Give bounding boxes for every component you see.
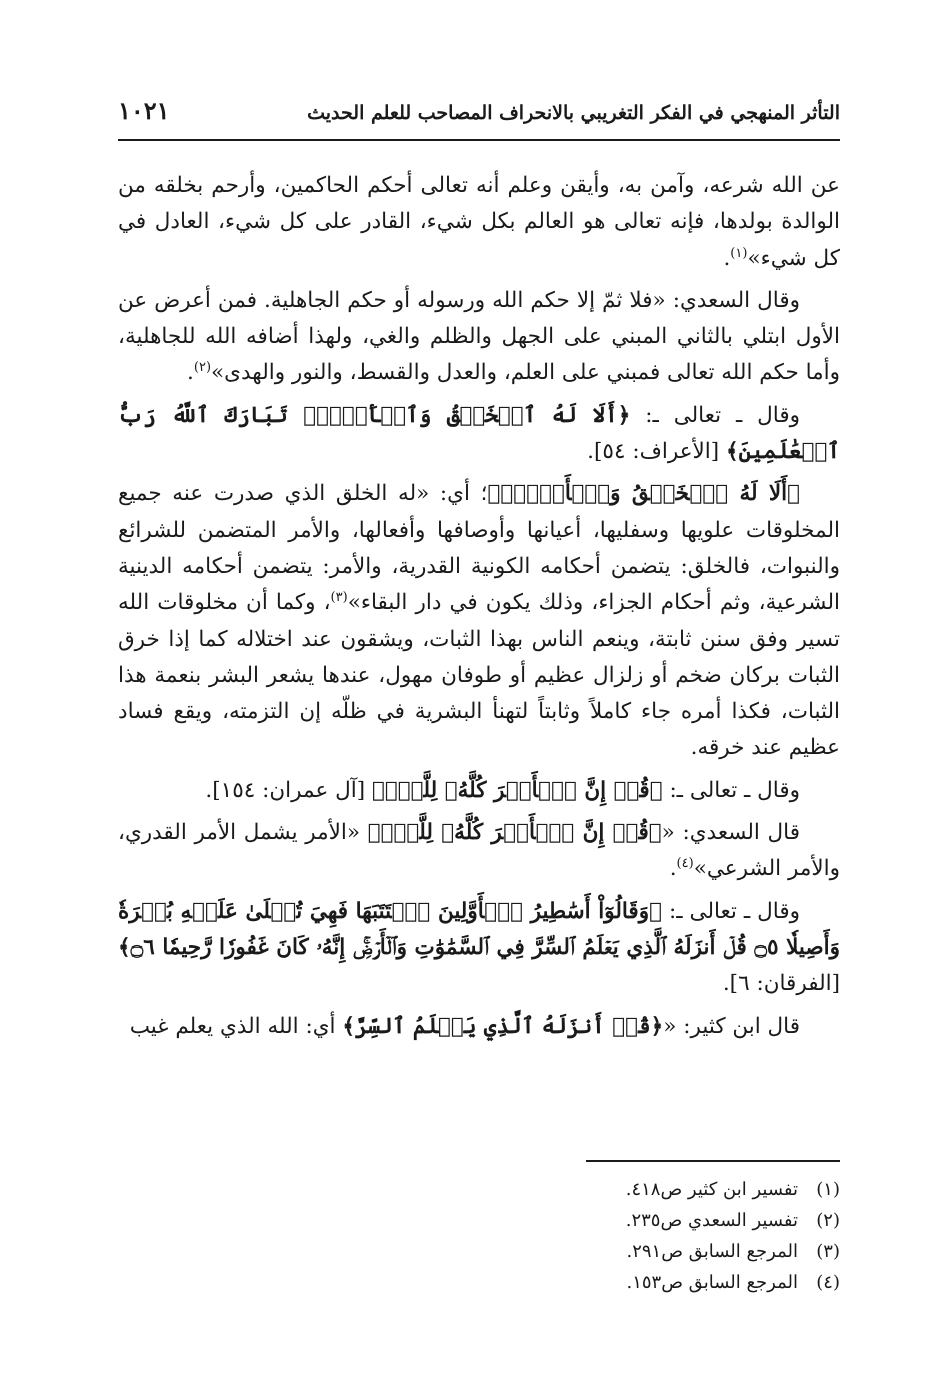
quran-verse: ﴿قُلۡ أَنزَلَهُ ٱلَّذِي يَعۡلَمُ ٱلسِّرَّ﴾ — [342, 1013, 664, 1039]
running-title: التأثر المنهجي في الفكر التغريبي بالانحراف المصاحب للعلم الحديث — [307, 102, 840, 124]
paragraph-text: عن الله شرعه، وآمن به، وأيقن وعلم أنه تعالى أحكم الحاكمين، وأرحم بخلقه من الوالدة بولدها، فإنه تعالى هو العالم بكل شيء، القادر على كل شيء، العادل في كل شيء» — [118, 173, 840, 271]
quran-verse: ﴿أَلَا لَهُ ٱلۡخَلۡقُ وَٱلۡأَمۡرُۗ﴾ — [487, 481, 801, 507]
paragraph-prefix: قال السعدي: « — [661, 820, 800, 846]
paragraph-5 — [118, 773, 840, 809]
paragraph-prefix: وقال ـ تعالى ـ: — [662, 777, 800, 803]
paragraph-1 — [118, 168, 840, 277]
paragraph-text: وقال السعدي: «فلا ثمّ إلا حكم الله ورسوله أو حكم الجاهلية. فمن أعرض عن الأول ابتلي بالثاني المبني على الجهل والظلم والغي، ولهذا أضافه الله للجاهلية، وأما حكم الله تعالى فمبني على العلم، والعدل والقسط، والنور والهدى» — [118, 287, 840, 386]
footnote-ref[interactable]: (٤) — [676, 856, 694, 872]
quran-verse: ﴿قُلۡ إِنَّ ٱلۡأَمۡرَ كُلَّهُۥ لِلَّهِۗ﴾ — [371, 777, 663, 803]
footnote-number: (١) — [816, 1179, 840, 1200]
page-header — [118, 92, 840, 132]
header-divider — [118, 139, 840, 141]
footnote-divider — [586, 1160, 840, 1162]
footnote-number: (٢) — [816, 1210, 840, 1231]
footnote-text: تفسير ابن كثير ص٤١٨. — [625, 1179, 798, 1200]
footnote-text: المرجع السابق ص٢٩١. — [626, 1241, 798, 1262]
footnote-text: المرجع السابق ص١٥٣. — [626, 1272, 798, 1293]
paragraph-tail: . — [723, 245, 731, 271]
footnote-number: (٣) — [816, 1241, 840, 1262]
verse-citation: [الأعراف: ٥٤]. — [587, 439, 726, 465]
paragraph-4 — [118, 476, 840, 766]
quran-verse: ﴿وَقَالُوٓاْ أَسَٰطِيرُ ٱلۡأَوَّلِينَ ٱكۡتَتَبَهَا فَهِيَ تُمۡلَىٰ عَلَيۡهِ بُكۡرَةٗ وَأَصِيلٗا ۝٥ قُلۡ أَنزَلَهُ ٱلَّذِي يَعۡلَمُ ٱلسِّرَّ فِي ٱلسَّمَٰوَٰتِ وَٱلۡأَرۡضِۚ إِنَّهُۥ كَانَ غَفُورٗا رَّحِيمٗا ۝٦﴾ — [118, 898, 841, 960]
footnote-item — [420, 1205, 840, 1236]
footnote-ref[interactable]: (٣) — [330, 590, 348, 606]
footnote-item — [420, 1267, 840, 1298]
quran-verse: ﴿أَلَا لَهُ ٱلۡخَلۡقُ وَٱلۡأَمۡرُۗ تَبَارَكَ ٱللَّهُ رَبُّ ٱلۡعَٰلَمِينَ﴾ — [118, 402, 840, 465]
footnote-item — [420, 1236, 840, 1267]
footnotes — [420, 1174, 840, 1298]
footnote-ref[interactable]: (٢) — [193, 360, 212, 376]
paragraph-tail: . — [669, 856, 677, 882]
footnote-text: تفسير السعدي ص٢٣٥. — [625, 1210, 798, 1231]
footnote-ref[interactable]: (١) — [730, 245, 748, 261]
paragraph-text: أي: الله الذي يعلم غيب — [129, 1013, 343, 1039]
paragraph-8 — [118, 1009, 840, 1045]
paragraph-prefix: وقال ـ تعالى ـ: — [662, 898, 801, 924]
paragraph-tail: . — [187, 360, 194, 386]
quran-verse: ﴿قُلۡ إِنَّ ٱلۡأَمۡرَ كُلَّهُۥ لِلَّهِۗ﴾ — [367, 820, 662, 846]
paragraph-6 — [118, 815, 840, 888]
paragraph-2 — [118, 283, 840, 392]
footnote-item — [420, 1174, 840, 1205]
main-text — [118, 168, 840, 1051]
paragraph-tail: ، وكما أن مخلوقات الله تسير وفق سنن ثابتة، وينعم الناس بهذا الثبات، ويشقون عند اختلاله كما إذا خرق الثبات بركان ضخم أو زلزال عظيم أو طوفان مهول، عندها يشعر البشر بنعمة هذا الثبات، فكذا أمره جاء كاملاً وثابتاً لتهنأ البشرية في ظلّه إن التزمته، ويقع فساد عظيم عند خرقه. — [118, 590, 840, 761]
page-number: ١٠٢١ — [118, 96, 170, 125]
paragraph-prefix: قال ابن كثير: « — [663, 1013, 800, 1039]
verse-citation: [آل عمران: ١٥٤]. — [205, 777, 372, 803]
footnote-number: (٤) — [816, 1272, 840, 1293]
verse-citation: [الفرقان: ٦]. — [722, 971, 840, 997]
paragraph-7 — [118, 894, 840, 1003]
paragraph-3 — [118, 398, 840, 471]
paragraph-prefix: وقال ـ تعالى ـ: — [630, 402, 800, 428]
paragraph-text: ؛ أي: «له الخلق الذي صدرت عنه جميع المخلوقات علويها وسفليها، أعيانها وأوصافها وأفعالها، والأمر المتضمن للشرائع والنبوات، فالخلق: يتضمن أحكامه الكونية القدرية، والأمر: يتضمن أحكامه الدينية الشرعية، وثم أحكام الجزاء، وذلك يكون في دار البقاء» — [118, 481, 840, 616]
paragraph-text: «الأمر يشمل الأمر القدري، والأمر الشرعي» — [118, 820, 840, 882]
